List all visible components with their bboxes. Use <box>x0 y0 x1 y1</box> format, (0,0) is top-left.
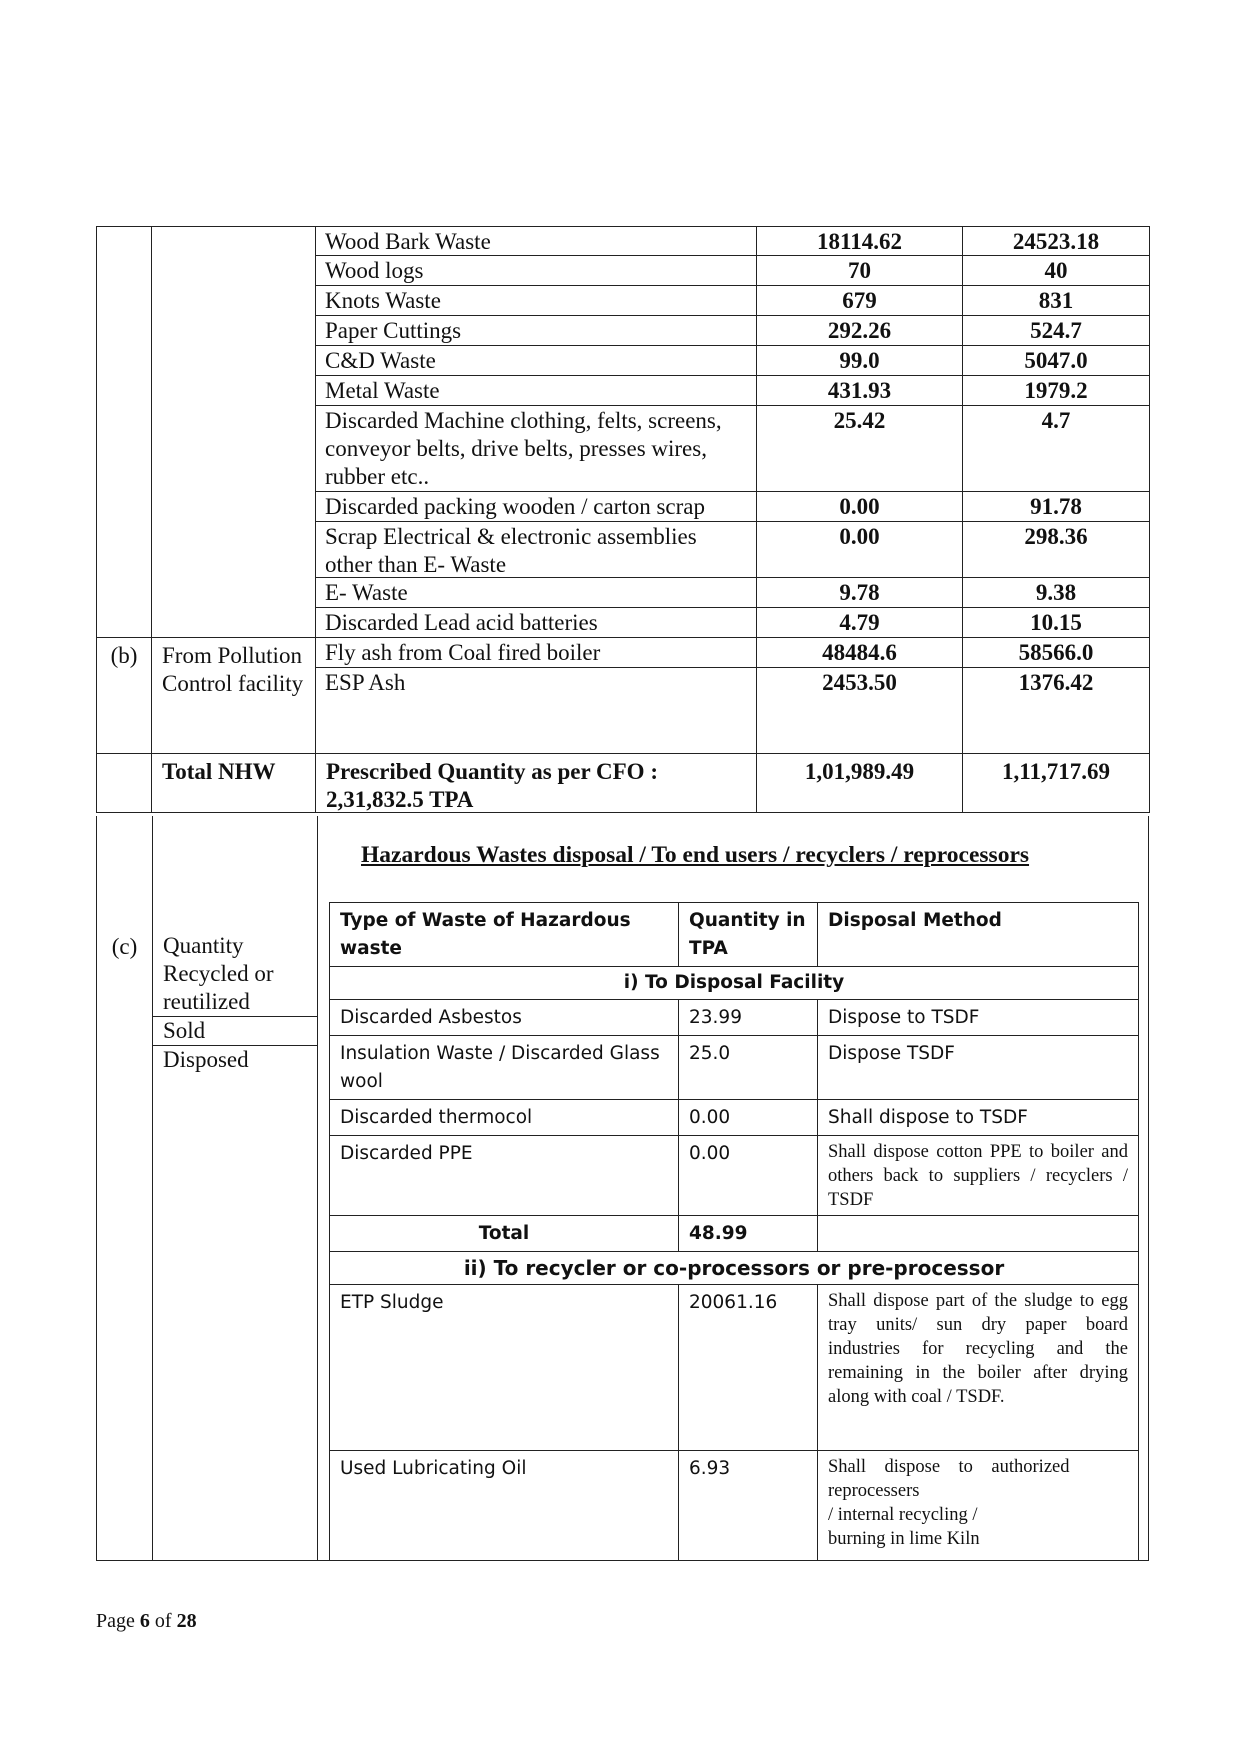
blank-cell <box>152 256 316 286</box>
column-divider <box>152 816 153 1560</box>
waste-item: C&D Waste <box>316 346 757 376</box>
quantity-a: 0.00 <box>757 492 963 522</box>
blank-cell <box>97 226 152 256</box>
waste-item: Wood logs <box>316 256 757 286</box>
waste-qty: 6.93 <box>679 1451 818 1561</box>
blank-cell <box>152 608 316 638</box>
waste-type: Insulation Waste / Discarded Glass wool <box>330 1036 679 1100</box>
total-label: Total <box>330 1216 679 1252</box>
blank-cell <box>97 286 152 316</box>
hazardous-waste-table <box>329 902 1139 1561</box>
method-line: reprocessers <box>828 1481 920 1501</box>
quantity-a: 292.26 <box>757 316 963 346</box>
blank-cell <box>97 316 152 346</box>
quantity-b: 10.15 <box>963 608 1150 638</box>
quantity-recycled-label: Quantity Recycled or reutilized <box>163 933 274 1014</box>
waste-method: Shall dispose part of the sludge to egg tray units/ sun dry paper board industries for recycling and the remaining in the boiler after drying along with coal / TSDF. <box>818 1285 1139 1451</box>
waste-type: Discarded Asbestos <box>330 1000 679 1036</box>
prescribed-quantity: Prescribed Quantity as per CFO : 2,31,832.5 TPA <box>316 754 757 813</box>
method-line: Shall dispose to authorized <box>828 1457 1070 1477</box>
quantity-b: 1979.2 <box>963 376 1150 406</box>
waste-item: Fly ash from Coal fired boiler <box>316 638 757 668</box>
quantity-a: 4.79 <box>757 608 963 638</box>
blank-cell <box>152 406 316 492</box>
table-row <box>330 1100 1139 1136</box>
table-row <box>330 1136 1139 1216</box>
section-b-label: (b) <box>97 638 152 668</box>
quantity-b: 524.7 <box>963 316 1150 346</box>
header-qty: Quantity in TPA <box>679 903 818 967</box>
waste-type: Discarded PPE <box>330 1136 679 1216</box>
blank-cell <box>152 492 316 522</box>
quantity-b: 4.7 <box>963 406 1150 492</box>
non-hazardous-waste-table <box>96 226 1149 813</box>
waste-item: E- Waste <box>316 578 757 608</box>
waste-method <box>818 1451 1139 1561</box>
blank-cell <box>97 256 152 286</box>
table-row <box>330 1000 1139 1036</box>
quantity-b: 40 <box>963 256 1150 286</box>
waste-item: Wood Bark Waste <box>316 226 757 256</box>
waste-method: Shall dispose to TSDF <box>818 1100 1139 1136</box>
total-row <box>330 1216 1139 1252</box>
waste-item: Metal Waste <box>316 376 757 406</box>
total-method-empty <box>818 1216 1139 1252</box>
total-value: 48.99 <box>679 1216 818 1252</box>
quantity-a: 2453.50 <box>757 668 963 754</box>
subheader-row <box>330 1252 1139 1285</box>
footer-of: of <box>149 1610 177 1632</box>
sold-label: Sold <box>153 1016 317 1045</box>
quantity-a: 48484.6 <box>757 638 963 668</box>
quantity-a: 679 <box>757 286 963 316</box>
blank-cell <box>97 346 152 376</box>
table-row <box>330 1451 1139 1561</box>
quantity-labels <box>153 932 317 1074</box>
waste-method: Dispose to TSDF <box>818 1000 1139 1036</box>
quantity-b: 5047.0 <box>963 346 1150 376</box>
waste-item: Paper Cuttings <box>316 316 757 346</box>
recycler-subheader: ii) To recycler or co-processors or pre-processor <box>330 1252 1139 1285</box>
quantity-a: 9.78 <box>757 578 963 608</box>
blank-cell <box>97 522 152 578</box>
total-b: 1,11,717.69 <box>963 754 1150 813</box>
quantity-a: 18114.62 <box>757 226 963 256</box>
quantity-a: 431.93 <box>757 376 963 406</box>
waste-qty: 25.0 <box>679 1036 818 1100</box>
quantity-a: 99.0 <box>757 346 963 376</box>
blank-cell <box>97 492 152 522</box>
hazardous-waste-title: Hazardous Wastes disposal / To end users / recyclers / reprocessors <box>361 842 1030 868</box>
quantity-b: 831 <box>963 286 1150 316</box>
header-method: Disposal Method <box>818 903 1139 967</box>
quantity-b: 298.36 <box>963 522 1150 578</box>
footer-prefix: Page <box>96 1610 140 1632</box>
quantity-a: 0.00 <box>757 522 963 578</box>
section-c-label: (c) <box>111 934 138 959</box>
blank-cell <box>97 668 152 754</box>
blank-cell <box>152 376 316 406</box>
waste-type: Discarded thermocol <box>330 1100 679 1136</box>
quantity-b: 1376.42 <box>963 668 1150 754</box>
method-line: / internal recycling / <box>828 1505 978 1525</box>
total-nhw-label: Total NHW <box>152 754 316 813</box>
blank-cell <box>152 316 316 346</box>
waste-item: Discarded packing wooden / carton scrap <box>316 492 757 522</box>
blank-cell <box>97 578 152 608</box>
waste-type: Used Lubricating Oil <box>330 1451 679 1561</box>
waste-item: Knots Waste <box>316 286 757 316</box>
quantity-b: 58566.0 <box>963 638 1150 668</box>
table-header-row <box>330 903 1139 967</box>
quantity-a: 25.42 <box>757 406 963 492</box>
waste-item: Scrap Electrical & electronic assemblies other than E- Waste <box>316 522 757 578</box>
blank-cell <box>97 376 152 406</box>
waste-method: Shall dispose cotton PPE to boiler and others back to suppliers / recyclers / TSDF <box>818 1136 1139 1216</box>
hazardous-waste-section <box>96 816 1149 1561</box>
blank-cell <box>97 608 152 638</box>
header-type: Type of Waste of Hazardous waste <box>330 903 679 967</box>
quantity-a: 70 <box>757 256 963 286</box>
table-row <box>330 1285 1139 1451</box>
blank-cell <box>152 226 316 256</box>
blank-cell <box>152 578 316 608</box>
waste-type: ETP Sludge <box>330 1285 679 1451</box>
quantity-b: 91.78 <box>963 492 1150 522</box>
blank-cell <box>97 406 152 492</box>
quantity-b: 24523.18 <box>963 226 1150 256</box>
waste-item: Discarded Lead acid batteries <box>316 608 757 638</box>
waste-grid <box>96 226 1149 813</box>
table-row <box>330 1036 1139 1100</box>
page-footer <box>96 1610 197 1633</box>
blank-cell <box>152 522 316 578</box>
blank-cell <box>152 286 316 316</box>
waste-item: Discarded Machine clothing, felts, screens, conveyor belts, drive belts, presses wires, rubber etc.. <box>316 406 757 492</box>
page-total: 28 <box>176 1610 197 1632</box>
waste-item: ESP Ash <box>316 668 757 754</box>
waste-qty: 23.99 <box>679 1000 818 1036</box>
method-line: burning in lime Kiln <box>828 1529 980 1549</box>
blank-cell <box>152 346 316 376</box>
disposal-facility-subheader: i) To Disposal Facility <box>330 967 1139 1000</box>
section-b-source: From Pollution Control facility <box>152 638 316 668</box>
blank-cell <box>97 754 152 813</box>
waste-qty: 20061.16 <box>679 1285 818 1451</box>
subheader-row <box>330 967 1139 1000</box>
total-a: 1,01,989.49 <box>757 754 963 813</box>
page-number: 6 <box>139 1610 150 1632</box>
column-divider <box>317 816 318 1560</box>
waste-qty: 0.00 <box>679 1136 818 1216</box>
disposed-label: Disposed <box>153 1045 317 1074</box>
waste-method: Dispose TSDF <box>818 1036 1139 1100</box>
waste-qty: 0.00 <box>679 1100 818 1136</box>
quantity-b: 9.38 <box>963 578 1150 608</box>
